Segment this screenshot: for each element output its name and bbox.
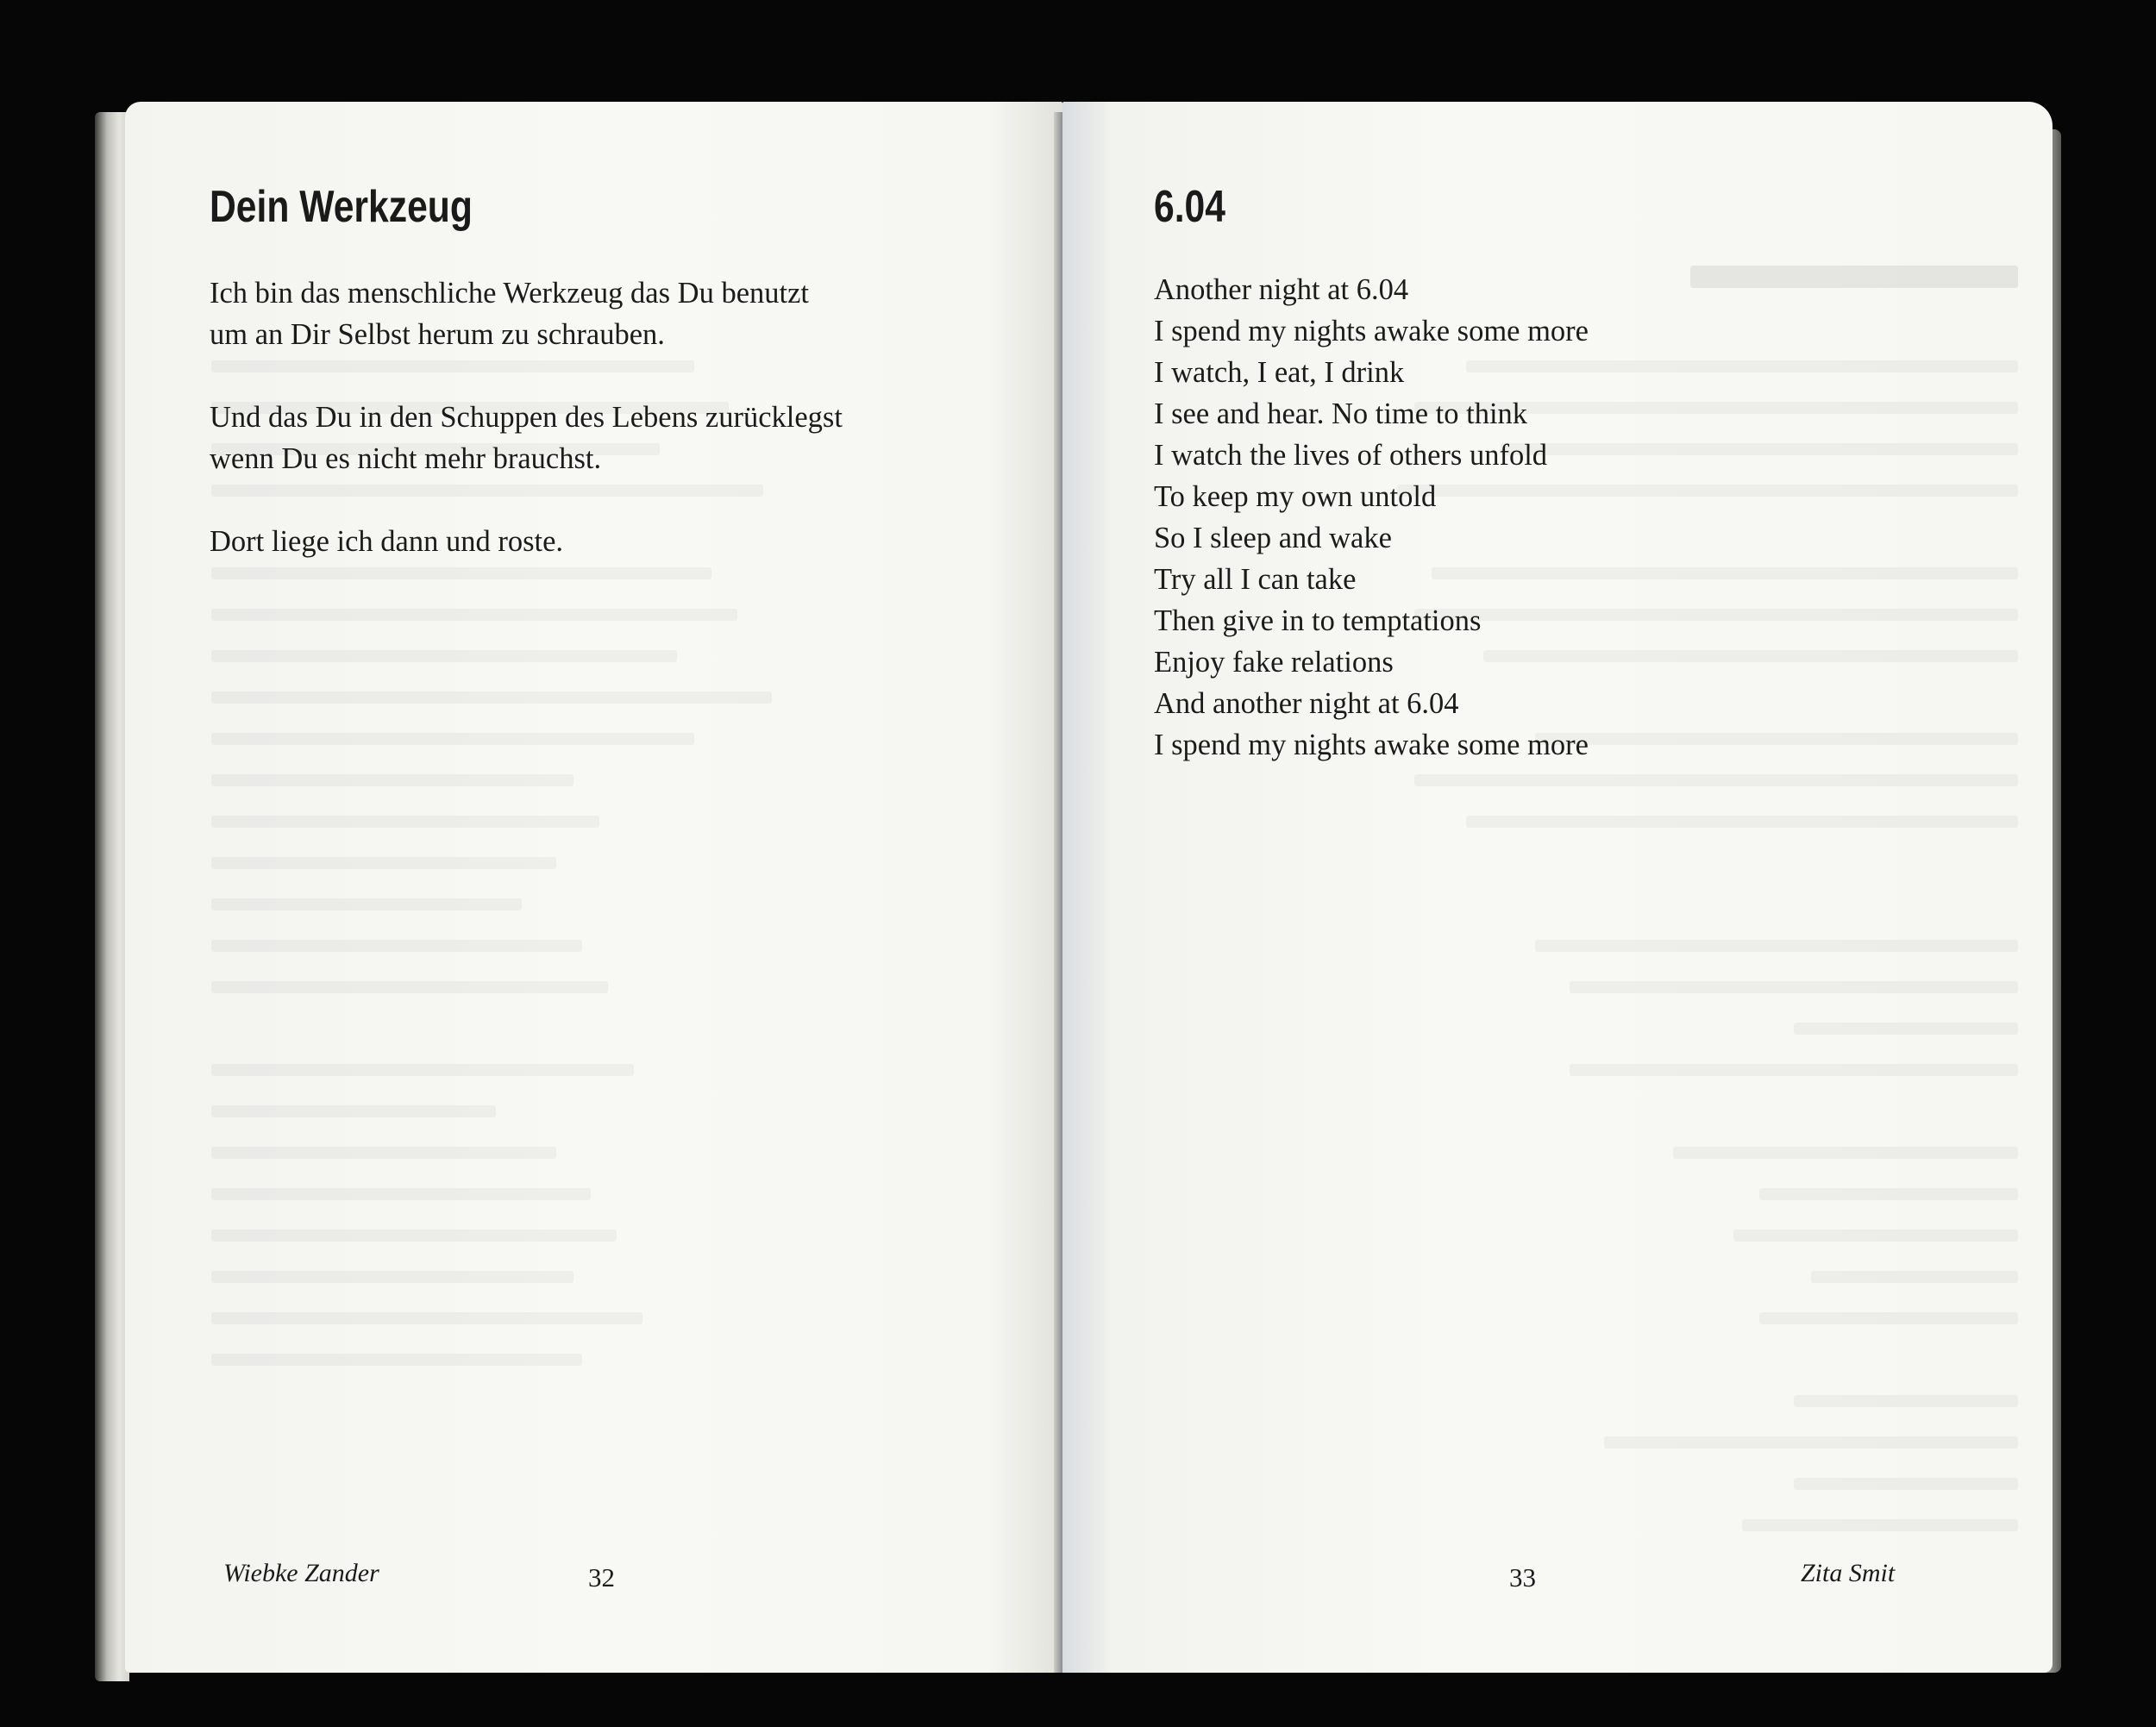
right-page [1062, 102, 2053, 1673]
poem-line: I spend my nights awake some more [1154, 315, 1589, 347]
stanza [210, 521, 843, 562]
page-number: 33 [1509, 1562, 1536, 1592]
poem-line: So I sleep and wake [1154, 522, 1392, 554]
page-number: 32 [588, 1562, 615, 1592]
poem-line: And another night at 6.04 [1154, 687, 1459, 720]
left-page [125, 102, 1062, 1673]
poem-line: Try all I can take [1154, 563, 1357, 596]
poem-line: I watch the lives of others unfold [1154, 439, 1548, 472]
poem-line: Ich bin das menschliche Werkzeug das Du benutzt [210, 277, 809, 310]
poem-line: I see and hear. No time to think [1154, 397, 1528, 430]
poem-line: Und das Du in den Schuppen des Lebens zurücklegst [210, 401, 843, 434]
poem-line: wenn Du es nicht mehr brauchst. [210, 442, 602, 475]
poem-line: Then give in to temptations [1154, 604, 1482, 637]
poem-title: 6.04 [1154, 182, 1225, 232]
poem-line: um an Dir Selbst herum zu schrauben. [210, 318, 665, 351]
poem-line: Dort liege ich dann und roste. [210, 525, 564, 558]
poem-line: Enjoy fake relations [1154, 646, 1394, 679]
author-name: Wiebke Zander [223, 1559, 379, 1587]
author-name: Zita Smit [1801, 1559, 1896, 1587]
poem-body [210, 272, 843, 604]
poem-title: Dein Werkzeug [210, 182, 473, 232]
left-page-edge [95, 112, 129, 1681]
poem-line: To keep my own untold [1154, 480, 1437, 513]
stanza [210, 272, 843, 355]
poem-line: I watch, I eat, I drink [1154, 356, 1405, 389]
stanza [210, 397, 843, 479]
poem-line: Another night at 6.04 [1154, 273, 1409, 306]
poem-line: I spend my nights awake some more [1154, 729, 1589, 761]
poem-body [1154, 269, 1589, 766]
